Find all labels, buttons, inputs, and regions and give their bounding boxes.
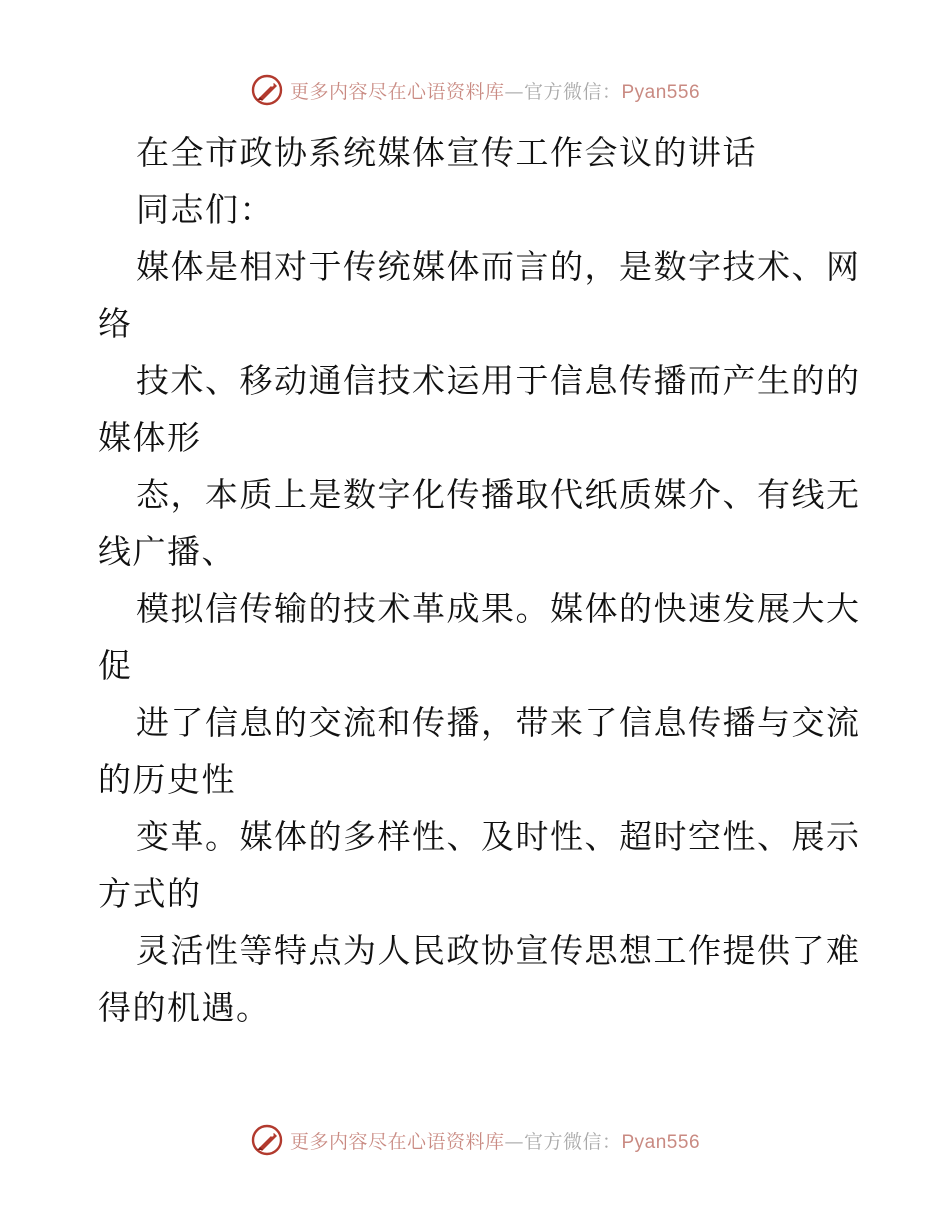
text-line: 络	[98, 304, 133, 343]
banner-dash: —	[504, 1130, 524, 1153]
header-banner-content	[250, 73, 700, 107]
footer-banner-text	[290, 1127, 700, 1154]
footer-banner-content	[250, 1123, 700, 1157]
text-line: 进了信息的交流和传播，带来了信息传播与交流	[136, 703, 861, 742]
footer-banner	[0, 1120, 950, 1160]
text-line: 的历史性	[98, 760, 236, 799]
text-line: 媒体形	[98, 418, 202, 457]
text-line: 线广播、	[98, 532, 236, 571]
banner-account: Pyan556	[621, 1131, 701, 1153]
document-title: 在全市政协系统媒体宣传工作会议的讲话	[136, 133, 757, 172]
text-line: 灵活性等特点为人民政协宣传思想工作提供了难	[136, 931, 861, 970]
banner-wechat-label: 官方微信：	[523, 80, 622, 103]
text-line: 变革。媒体的多样性、及时性、超时空性、展示	[136, 817, 861, 856]
banner-dash: —	[504, 80, 524, 103]
header-banner	[0, 70, 950, 110]
pen-nib-logo-icon	[250, 1123, 284, 1157]
banner-wechat-label: 官方微信：	[523, 1130, 622, 1153]
header-banner-text	[290, 77, 700, 104]
text-line: 促	[98, 646, 133, 685]
text-line: 模拟信传输的技术革成果。媒体的快速发展大大	[136, 589, 861, 628]
text-line: 方式的	[98, 874, 202, 913]
banner-main-text: 更多内容尽在心语资料库	[289, 80, 505, 103]
text-line: 得的机遇。	[98, 988, 271, 1027]
text-line: 态，本质上是数字化传播取代纸质媒介、有线无	[136, 475, 861, 514]
text-line: 技术、移动通信技术运用于信息传播而产生的的	[136, 361, 861, 400]
pen-nib-logo-icon	[250, 73, 284, 107]
banner-main-text: 更多内容尽在心语资料库	[289, 1130, 505, 1153]
text-line: 同志们：	[136, 190, 274, 229]
document-body	[98, 124, 861, 1036]
banner-account: Pyan556	[621, 81, 701, 103]
text-line: 媒体是相对于传统媒体而言的，是数字技术、网	[136, 247, 861, 286]
